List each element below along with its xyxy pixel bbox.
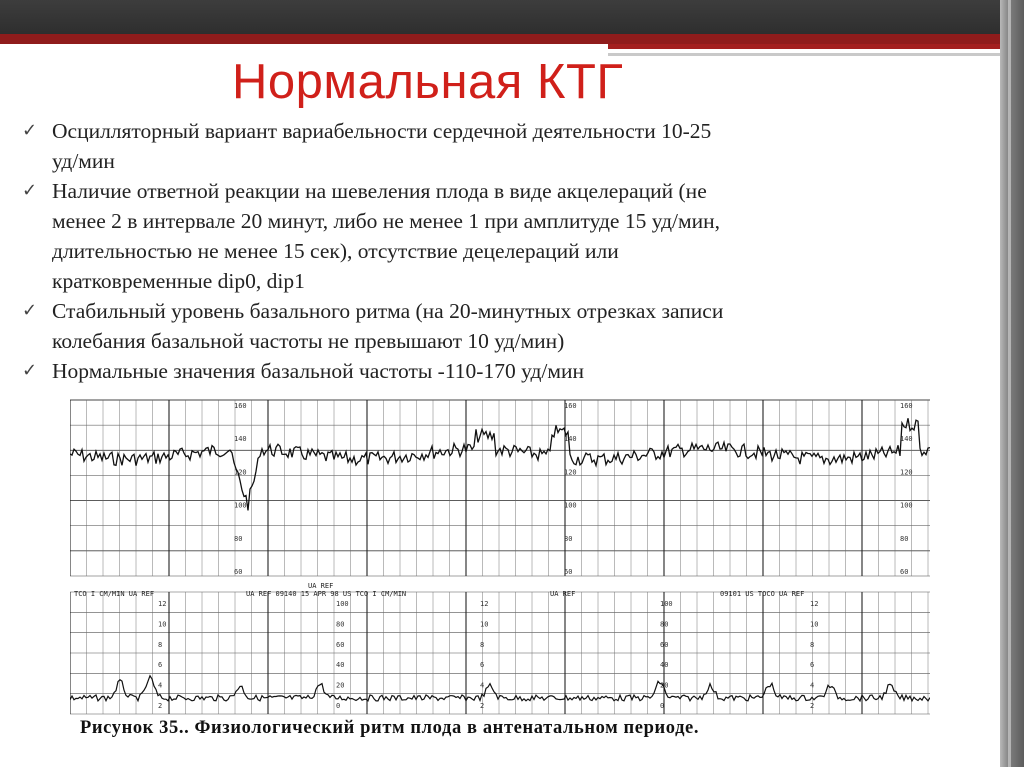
figure-caption: Рисунок 35.. Физиологический ритм плода в антенатальном периоде. bbox=[80, 718, 700, 738]
fhr-scale-label: 140 bbox=[234, 435, 247, 444]
fhr-scale-label: 60 bbox=[900, 568, 909, 576]
toco-scale-percent-label: 40 bbox=[660, 661, 669, 670]
slide-title: Нормальная КТГ bbox=[232, 55, 624, 109]
fhr-scale-label: 160 bbox=[900, 402, 913, 410]
fhr-scale-label: 140 bbox=[564, 435, 577, 444]
toco-scale-percent-label: 20 bbox=[336, 681, 345, 690]
slide-red-accent-line bbox=[608, 44, 1000, 49]
toco-scale-percent-label: 0 bbox=[336, 702, 341, 710]
fhr-scale-label: 80 bbox=[234, 534, 243, 543]
bullet-item bbox=[22, 176, 902, 296]
toco-scale-percent-label: 60 bbox=[660, 640, 669, 649]
fhr-scale-label: 60 bbox=[564, 568, 573, 576]
bullet-list bbox=[22, 116, 902, 386]
toco-scale-percent-label: 0 bbox=[660, 702, 665, 710]
toco-scale-small-label: 2 bbox=[810, 702, 815, 710]
slide-red-stripe bbox=[0, 34, 1000, 44]
toco-scale-small-label: 8 bbox=[810, 640, 815, 649]
fhr-scale-label: 120 bbox=[564, 468, 577, 477]
toco-scale-small-label: 10 bbox=[810, 620, 819, 629]
fhr-scale-label: 120 bbox=[900, 468, 913, 477]
toco-scale-small-label: 4 bbox=[158, 681, 163, 690]
bullet-item bbox=[22, 116, 902, 176]
toco-scale-percent-label: 40 bbox=[336, 661, 345, 670]
check-icon: ✓ bbox=[22, 180, 38, 201]
toco-scale-small-label: 10 bbox=[158, 620, 167, 629]
fhr-scale-label: 160 bbox=[234, 402, 247, 410]
bullet-line: Наличие ответной реакции на шевеления плода в виде акцелераций (не bbox=[52, 179, 707, 203]
bullet-item bbox=[22, 296, 902, 356]
toco-scale-percent-label: 20 bbox=[660, 681, 669, 690]
fhr-scale-label: 100 bbox=[900, 501, 913, 510]
toco-scale-percent-label: 80 bbox=[660, 620, 669, 629]
bullet-line: длительностью не менее 15 сек), отсутствие децелераций или bbox=[52, 239, 619, 263]
check-icon: ✓ bbox=[22, 360, 38, 381]
bullet-line: менее 2 в интервале 20 минут, либо не менее 1 при амплитуде 15 уд/мин, bbox=[52, 209, 721, 233]
toco-scale-small-label: 2 bbox=[158, 702, 163, 710]
fhr-scale-label: 120 bbox=[234, 468, 247, 477]
fhr-scale-label: 160 bbox=[564, 402, 577, 410]
toco-scale-small-label: 8 bbox=[480, 640, 485, 649]
fhr-scale-label: 60 bbox=[234, 568, 243, 576]
toco-scale-small-label: 6 bbox=[810, 661, 815, 670]
toco-scale-percent-label: 100 bbox=[336, 600, 349, 608]
fhr-scale-label: 100 bbox=[234, 501, 247, 510]
toco-scale-percent-label: 60 bbox=[336, 640, 345, 649]
slide-grey-accent-line bbox=[608, 53, 1000, 56]
toco-header-right1: UA REF bbox=[550, 590, 576, 598]
toco-scale-small-label: 12 bbox=[480, 600, 489, 608]
ctg-trace-figure bbox=[70, 396, 930, 752]
toco-header-middle: UA REF 09140 15 APR 98 US TCO I CM/MIN bbox=[246, 590, 407, 598]
toco-scale-small-label: 6 bbox=[480, 661, 485, 670]
toco-header-right2: 09101 US TOCO UA REF bbox=[720, 590, 805, 598]
fhr-scale-label: 140 bbox=[900, 435, 913, 444]
check-icon: ✓ bbox=[22, 120, 38, 141]
fhr-scale-label: 80 bbox=[564, 534, 573, 543]
bullet-line: Осцилляторный вариант вариабельности сердечной деятельности 10-25 bbox=[52, 119, 712, 143]
bullet-line: Стабильный уровень базального ритма (на 20-минутных отрезках записи bbox=[52, 299, 724, 323]
toco-header-middle-top: UA REF bbox=[308, 582, 334, 590]
bullet-line: кратковременные dip0, dip1 bbox=[52, 269, 305, 293]
toco-scale-small-label: 4 bbox=[480, 681, 485, 690]
fhr-scale-label: 80 bbox=[900, 534, 909, 543]
fhr-scale-label: 100 bbox=[564, 501, 577, 510]
toco-scale-small-label: 12 bbox=[158, 600, 167, 608]
toco-header-left: TCO I CM/MIN UA REF bbox=[74, 590, 155, 598]
bullet-line: колебания базальной частоты не превышают 10 уд/мин) bbox=[52, 329, 565, 353]
check-icon: ✓ bbox=[22, 300, 38, 321]
toco-scale-small-label: 6 bbox=[158, 661, 163, 670]
toco-scale-small-label: 12 bbox=[810, 600, 819, 608]
bullet-line: уд/мин bbox=[52, 149, 115, 173]
toco-scale-small-label: 10 bbox=[480, 620, 489, 629]
bullet-item bbox=[22, 356, 902, 386]
toco-scale-percent-label: 100 bbox=[660, 600, 673, 608]
slide-right-bar-highlight bbox=[1008, 0, 1011, 767]
bullet-line: Нормальные значения базальной частоты -110-170 уд/мин bbox=[52, 359, 584, 383]
toco-scale-percent-label: 80 bbox=[336, 620, 345, 629]
toco-scale-small-label: 2 bbox=[480, 702, 485, 710]
toco-scale-small-label: 4 bbox=[810, 681, 815, 690]
slide-right-bar bbox=[1000, 0, 1024, 767]
toco-scale-small-label: 8 bbox=[158, 640, 163, 649]
